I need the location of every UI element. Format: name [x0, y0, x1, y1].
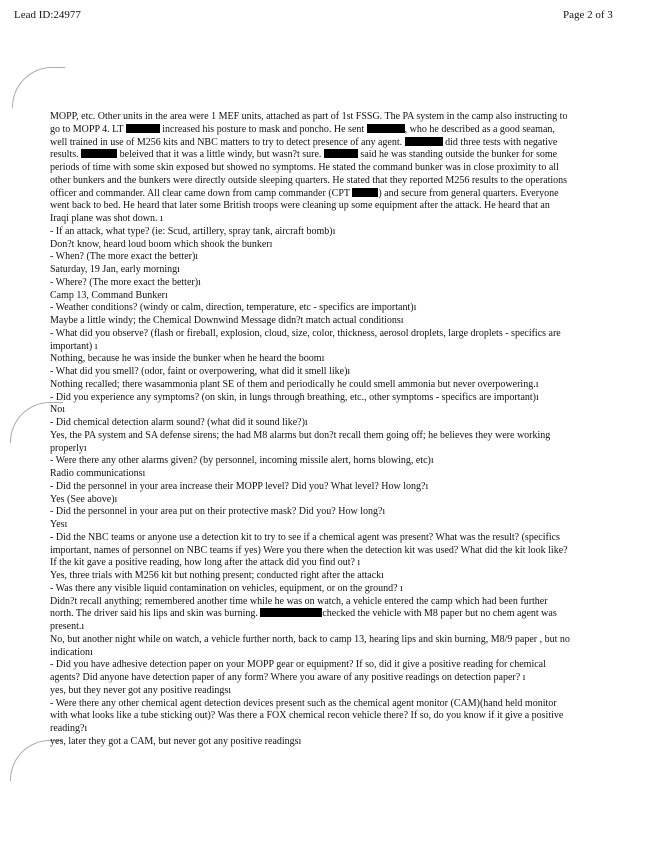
- question-line: - When? (The more exact the better)ı: [50, 251, 199, 263]
- answer-line: Yes, three trials with M256 kit but nothing present; conducted right after the attackı: [50, 570, 384, 581]
- answer-line: Yesı: [50, 519, 68, 530]
- question-line: - Was there any visible liquid contamination on vehicles, equipment, or on the ground? ı: [50, 582, 403, 594]
- text-run: Didn?t recall anything; remembered another time while he was on watch, a vehicle entered the camp which had been further north. The driver said his lips and skin was burning.: [50, 595, 548, 620]
- answer-line: Noı: [50, 404, 65, 416]
- question-line: - Where? (The more exact the better)ı: [50, 276, 201, 288]
- question-line: - Were there any other alarms given? (by personnel, incoming missile alert, horns blowing, etc)ı: [50, 455, 434, 467]
- question-line: - Did the personnel in your area put on their protective mask? Did you? How long?ı: [50, 506, 386, 518]
- redaction-bar: [324, 149, 358, 158]
- question-line: - Did the personnel in your area increase their MOPP level? Did you? What level? How long?ı: [50, 480, 429, 492]
- answer-line: [50, 596, 570, 634]
- lead-id: Lead ID:24977: [14, 9, 81, 21]
- answer-line: Camp 13, Command Bunkerı: [50, 289, 168, 301]
- answer-line: Yes, the PA system and SA defense sirens; the had M8 alarms but don?t recall them going off; he believes they were working properlyı: [50, 429, 551, 454]
- document-body: [50, 111, 570, 749]
- text-run: did three tests with negative results.: [50, 136, 558, 161]
- redaction-bar: [126, 124, 160, 133]
- question-line: - Did the NBC teams or anyone use a detection kit to try to see if a chemical agent was present? What was the result? (specifics important, names of personnel on NBC teams if yes) Were you there when the detection kit was used? What did the kit look like? If the kit gave a positive reading, how long after the attack did you find out? ı: [50, 531, 568, 569]
- answer-line: Maybe a little windy; the Chemical Downwind Message didn?t match actual conditionsı: [50, 315, 404, 326]
- answer-line: Nothing recalled; there wasammonia plant SE of them and periodically he could smell ammonia but never overpowering.ı: [50, 378, 539, 390]
- answer-line: yes, later they got a CAM, but never got any positive readingsı: [50, 735, 302, 747]
- text-run: said he was standing outside the bunker for some periods of time with some skin exposed but showed no symptoms. He stated the command bunker was in close proximity to all other bunkers and the bunkers were directly outside sleeping quarters. He stated that they reported M256 results to the operations officer and commander. All clear came down from camp commander (CPT: [50, 149, 568, 199]
- question-line: - If an attack, what type? (ie: Scud, artillery, spray tank, aircraft bomb)ı: [50, 225, 336, 237]
- question-line: - Did chemical detection alarm sound? (what did it sound like?)ı: [50, 417, 308, 428]
- answer-line: Saturday, 19 Jan, early morningı: [50, 264, 180, 275]
- text-run: increased his posture to mask and poncho. He sent: [162, 123, 365, 135]
- redaction-bar: [81, 149, 117, 158]
- text-run: checked the vehicle with M8 paper but no chem agent was present.ı: [50, 608, 557, 632]
- answer-line: No, but another night while on watch, a vehicle further north, back to camp 13, hearing lips and skin burning, M8/9 paper , but no indicationı: [50, 633, 570, 658]
- page-number: Page 2 of 3: [563, 9, 613, 21]
- text-run: MOPP, etc. Other units in the area were 1 MEF units, attached as part of 1st FSSG. The PA system in the camp also instructing to go to MOPP 4. LT: [50, 111, 568, 135]
- answer-line: Don?t know, heard loud boom which shook the bunkerı: [50, 238, 273, 250]
- answer-line: Nothing, because he was inside the bunker when he heard the boomı: [50, 353, 325, 365]
- redaction-bar: [367, 124, 405, 133]
- text-run: beleived that it was a little windy, but wasn?t sure.: [119, 149, 322, 161]
- answer-line: Radio communicationsı: [50, 468, 146, 479]
- question-line: - Did you experience any symptoms? (on skin, in lungs through breathing, etc., other symptoms - specifics are important)ı: [50, 391, 539, 403]
- answer-line: yes, but they never got any positive readingsı: [50, 684, 232, 696]
- punch-hole-mark: [12, 67, 65, 108]
- question-line: - Did you have adhesive detection paper on your MOPP gear or equipment? If so, did it give a positive reading for chemical agents? Did anyone have detection paper of any form? Where you aware of any positive readings on detection paper? ı: [50, 659, 546, 683]
- redaction-bar: [352, 188, 378, 197]
- question-line: - Were there any other chemical agent detection devices present such as the chemical agent monitor (CAM)(hand held monitor with what looks like a tube sticking out)? Was there a FOX chemical recon vehicle there? If so, do you know if it give a positive reading?ı: [50, 697, 564, 734]
- question-line: - What did you smell? (odor, faint or overpowering, what did it smell like)ı: [50, 366, 351, 377]
- redaction-bar: [405, 137, 443, 146]
- question-line: - What did you observe? (flash or fireball, explosion, cloud, size, color, thickness, aerosol droplets, large droplets - specifics are important) ı: [50, 327, 561, 352]
- narrative-paragraph: [50, 111, 570, 226]
- redaction-bar: [260, 608, 322, 617]
- text-run: ) and secure from general quarters. Everyone went back to bed. He heard that later some British troops were cleaning up some equipment after the attack. He heard that an Iraqi plane was shot down. ı: [50, 187, 559, 224]
- answer-line: Yes (See above)ı: [50, 493, 118, 505]
- text-run: , who he described as a good seaman, well trained in use of M256 kits and NBC matters to try to detect presence of any agent.: [50, 123, 555, 148]
- question-line: - Weather conditions? (windy or calm, direction, temperature, etc - specifics are important)ı: [50, 302, 417, 314]
